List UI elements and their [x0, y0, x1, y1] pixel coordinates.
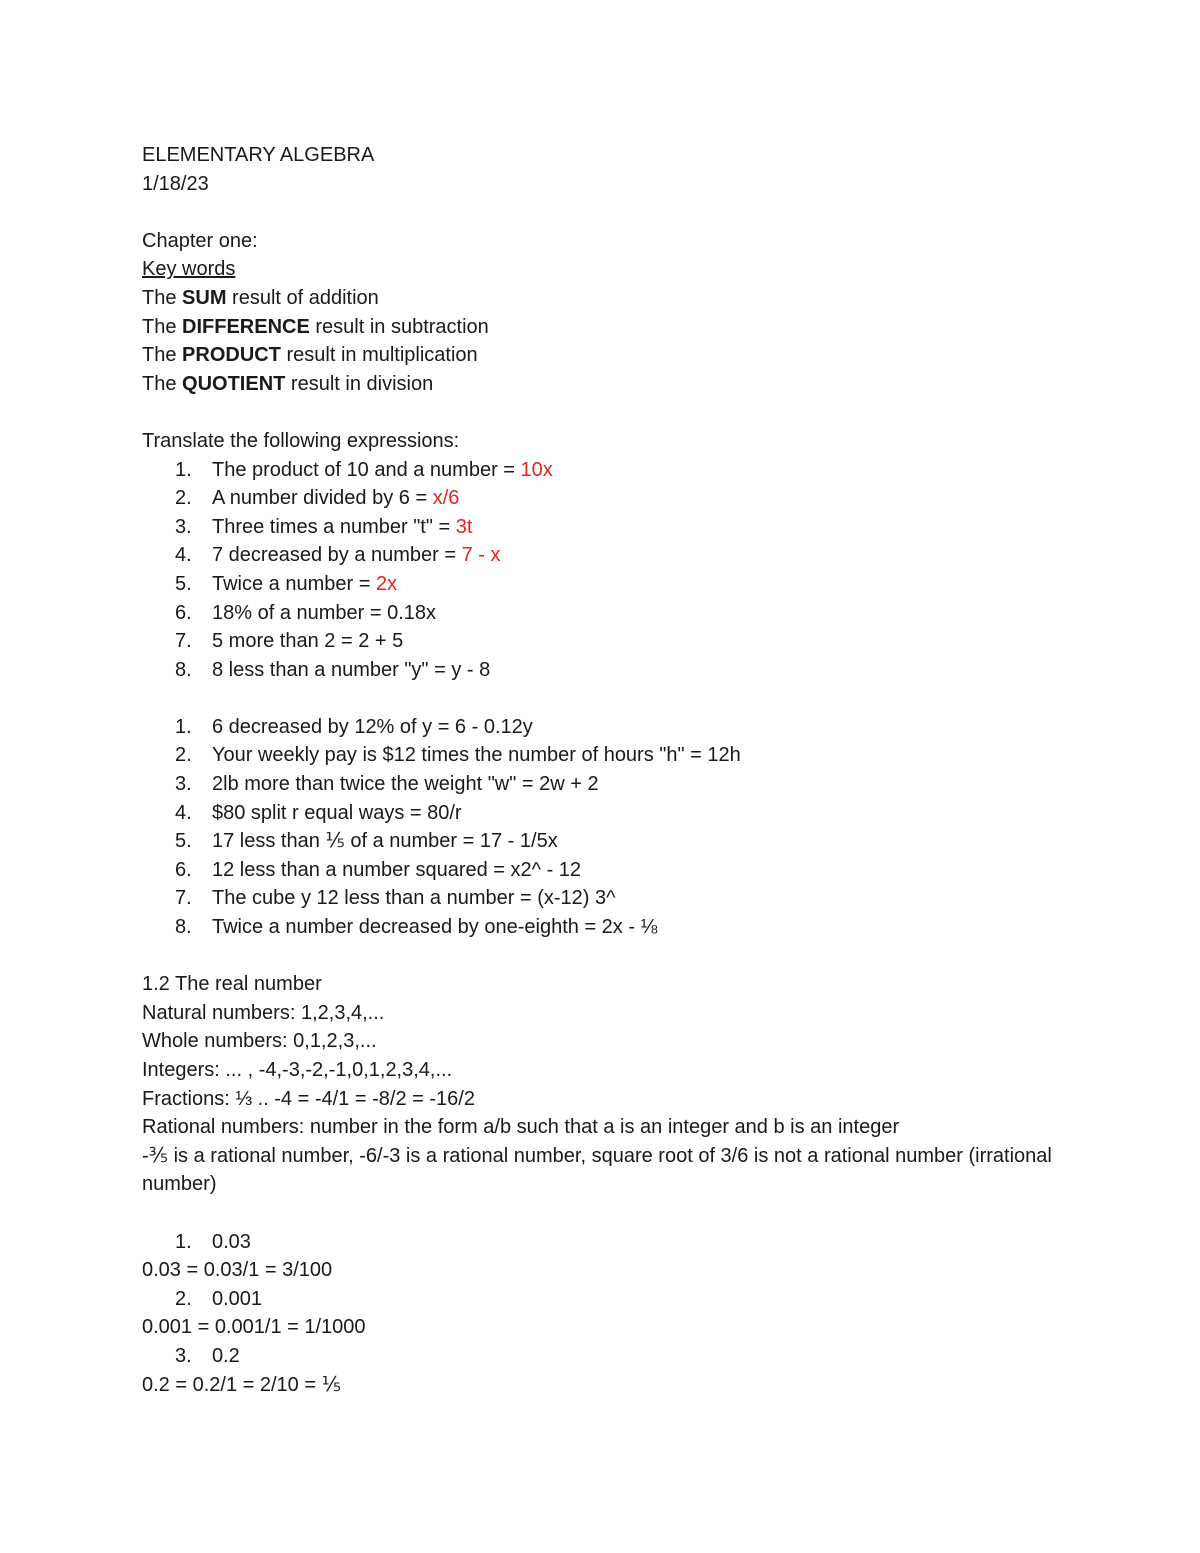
text-line: Integers: ... , -4,-3,-2,-1,0,1,2,3,4,...	[142, 1059, 453, 1081]
list-item: 7. 5 more than 2 = 2 + 5	[175, 630, 404, 653]
list-item: 4. $80 split r equal ways = 80/r	[175, 801, 462, 824]
section-heading: 1.2 The real number	[142, 973, 322, 996]
list-item: 8. Twice a number decreased by one-eighth = 2x - ⅛	[175, 916, 658, 939]
key-word-line: The SUM result of addition	[142, 286, 379, 309]
work-line: 0.001 = 0.001/1 = 1/1000	[142, 1316, 366, 1339]
paragraph: -⅗ is a rational number, -6/-3 is a rational number, square root of 3/6 is not a rational number (irrational number)	[142, 1144, 1052, 1196]
key-term: DIFFERENCE	[182, 315, 310, 338]
list-item: 5. 17 less than ⅕ of a number = 17 - 1/5x	[175, 830, 558, 853]
translate-heading: Translate the following expressions:	[142, 429, 460, 452]
text-line: Fractions: ⅓ .. -4 = -4/1 = -8/2 = -16/2	[142, 1087, 475, 1110]
list-item: 2. A number divided by 6 = x/6	[175, 487, 460, 510]
work-line: 0.2 = 0.2/1 = 2/10 = ⅕	[142, 1373, 341, 1396]
chapter-heading: Chapter one:	[142, 229, 258, 252]
list-item: 5. Twice a number = 2x	[175, 572, 398, 595]
key-word-line: The QUOTIENT result in division	[142, 372, 434, 395]
list-item: 8. 8 less than a number "y" = y - 8	[175, 658, 491, 681]
key-term: QUOTIENT	[182, 372, 286, 395]
list-item: 1. The product of 10 and a number = 10x	[175, 458, 553, 481]
text-line: Natural numbers: 1,2,3,4,...	[142, 1001, 385, 1024]
key-words-label: Key words	[142, 258, 236, 281]
answer: 10x	[520, 458, 553, 481]
document-body	[142, 141, 1102, 1399]
list-item: 4. 7 decreased by a number = 7 - x	[175, 544, 501, 567]
answer: 2x	[375, 572, 398, 595]
text-line: Whole numbers: 0,1,2,3,...	[142, 1030, 377, 1053]
list-item: 1. 6 decreased by 12% of y = 6 - 0.12y	[175, 715, 533, 738]
document-title: ELEMENTARY ALGEBRA	[142, 144, 375, 166]
key-term: SUM	[182, 286, 227, 309]
document-date: 1/18/23	[142, 172, 209, 195]
text-line: Rational numbers: number in the form a/b such that a is an integer and b is an integer	[142, 1116, 900, 1139]
key-word-line: The PRODUCT result in multiplication	[142, 344, 478, 367]
list-item: 3. 2lb more than twice the weight "w" = 2w + 2	[175, 773, 599, 796]
key-term: PRODUCT	[182, 344, 281, 367]
answer: 7 - x	[461, 544, 501, 567]
list-item: 2. Your weekly pay is $12 times the number of hours "h" = 12h	[175, 744, 741, 767]
work-line: 0.03 = 0.03/1 = 3/100	[142, 1259, 333, 1282]
answer: 3t	[455, 515, 473, 538]
key-word-line: The DIFFERENCE result in subtraction	[142, 315, 489, 338]
list-item: 6. 18% of a number = 0.18x	[175, 601, 437, 624]
list-item: 3. Three times a number "t" = 3t	[175, 515, 473, 538]
list-item: 6. 12 less than a number squared = x2^ - 12	[175, 858, 582, 881]
list-item: 7. The cube y 12 less than a number = (x-12) 3^	[175, 887, 616, 910]
list-item: 2. 0.001	[175, 1287, 263, 1310]
list-item: 1. 0.03	[175, 1230, 251, 1253]
list-item: 3. 0.2	[175, 1344, 240, 1367]
answer: x/6	[432, 487, 460, 510]
